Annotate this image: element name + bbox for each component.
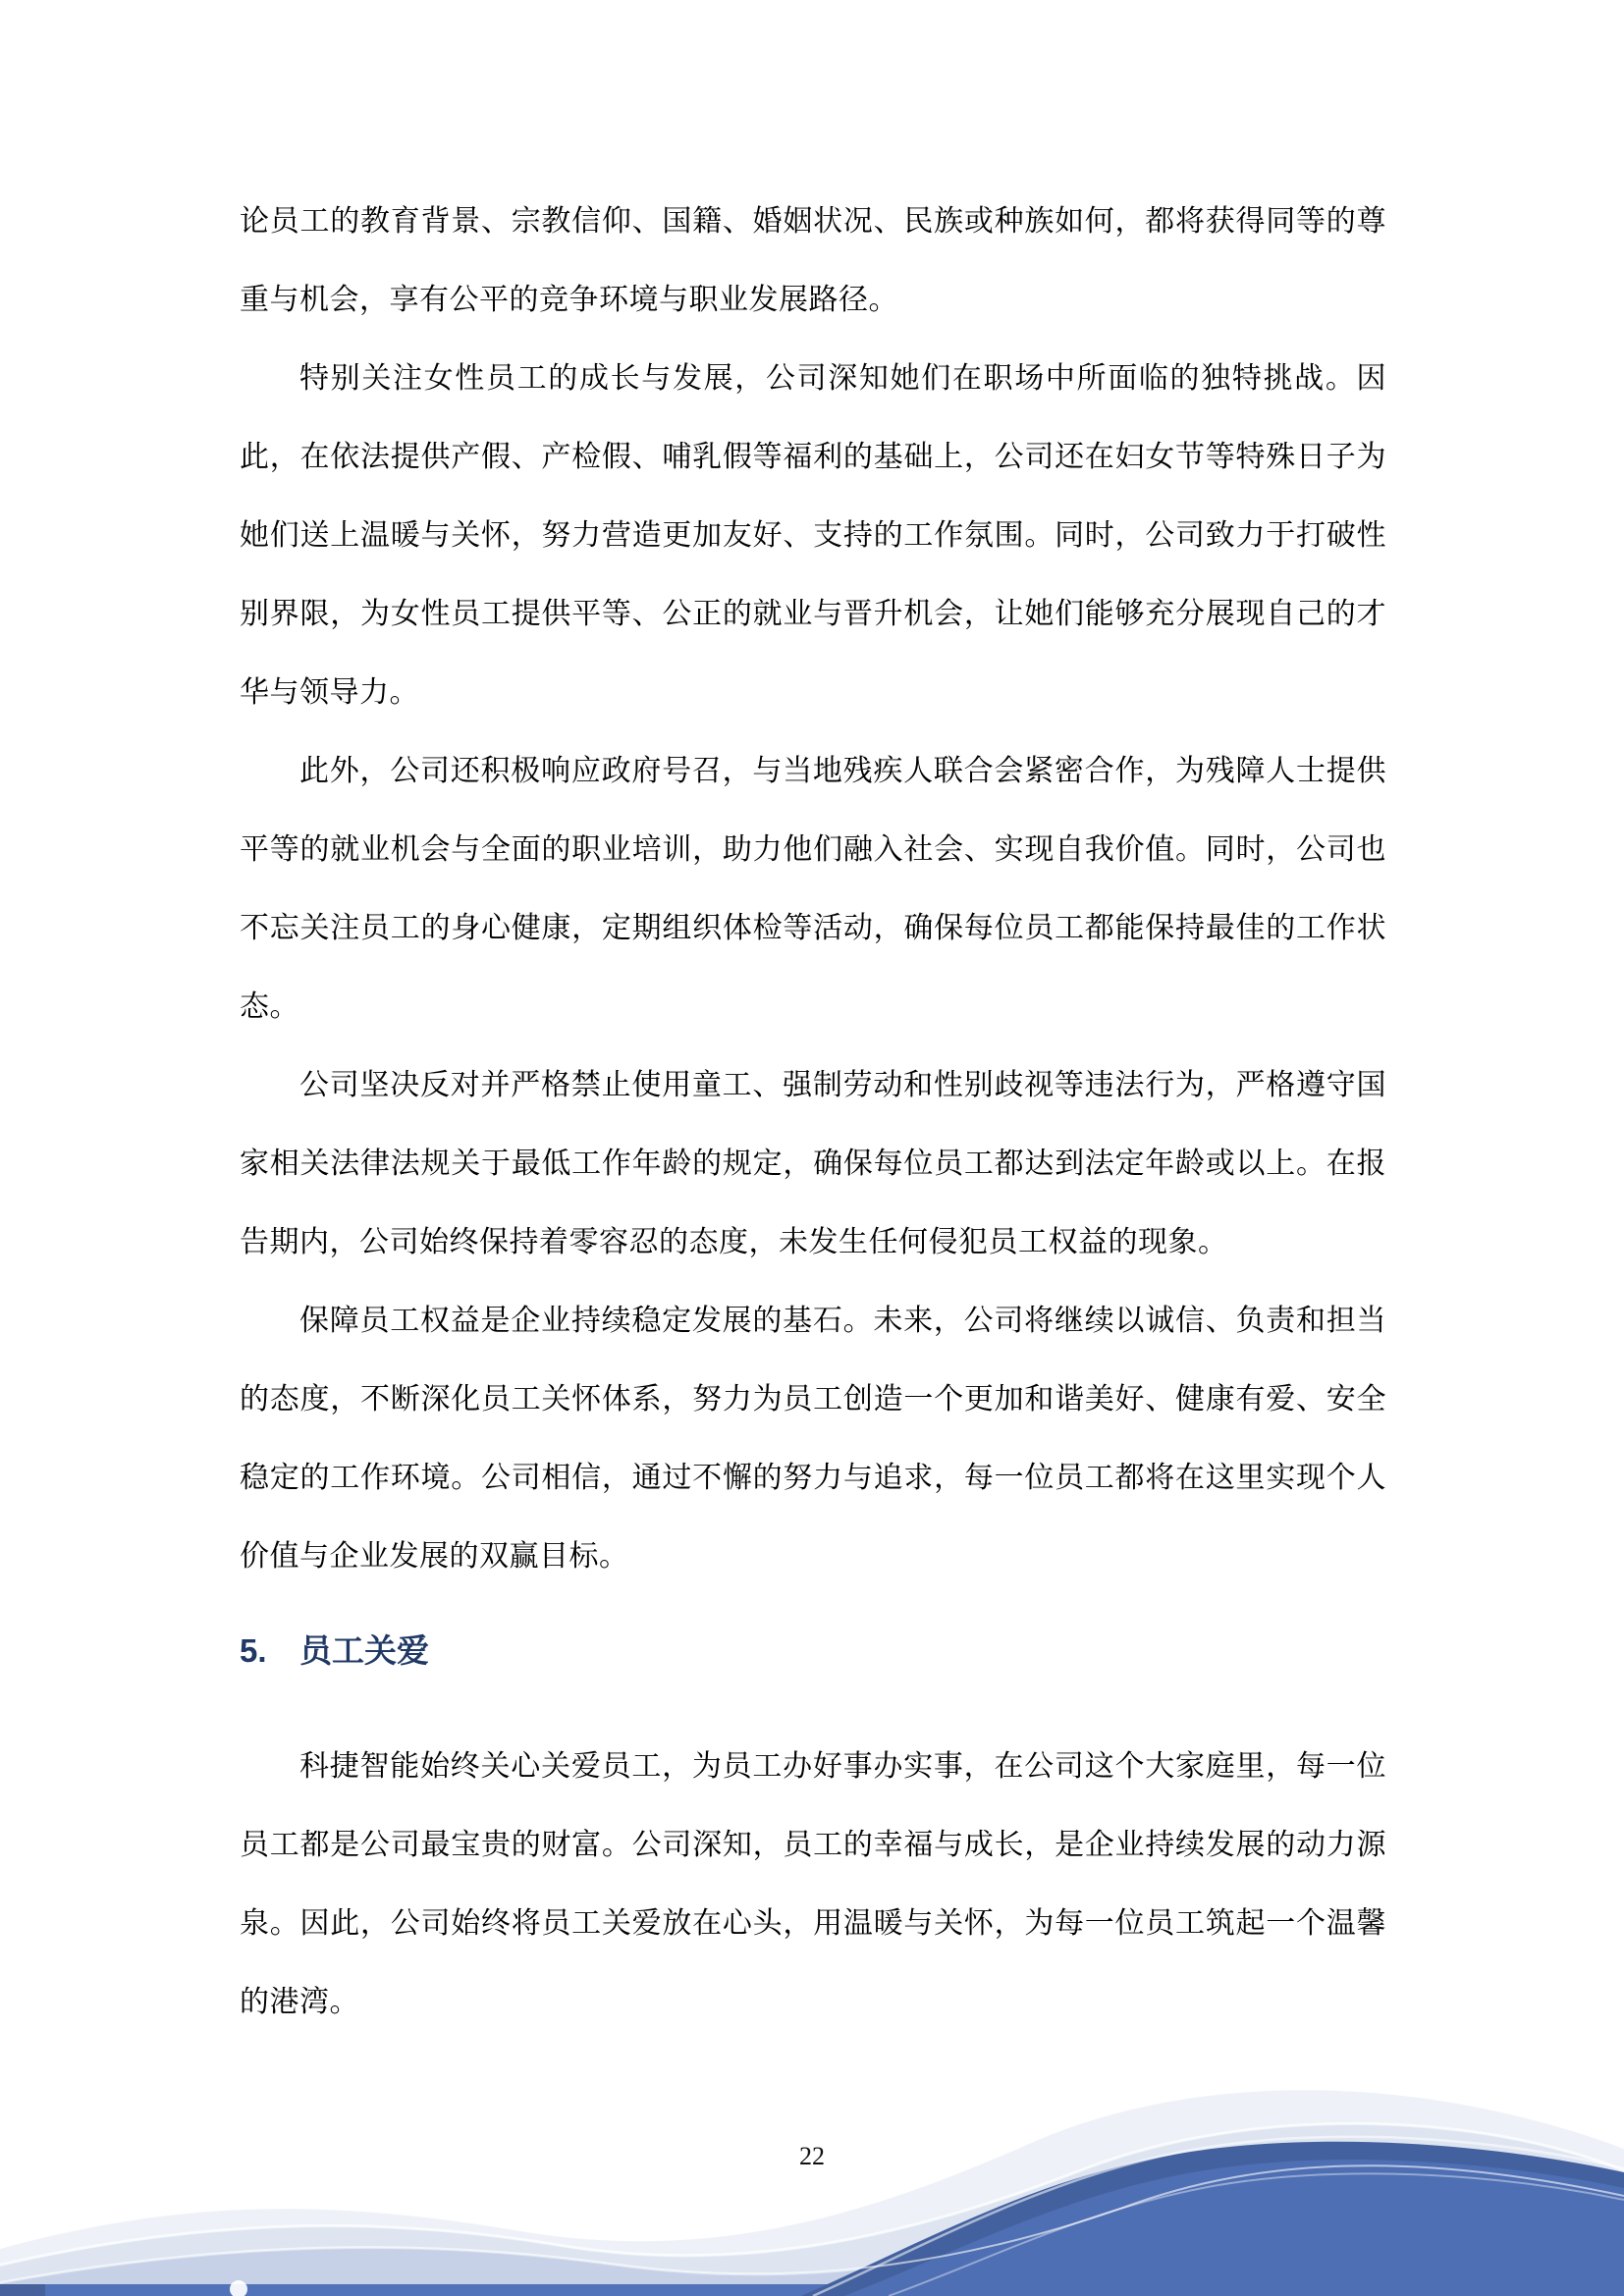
section-heading-label: 员工关爱 — [299, 1632, 429, 1669]
section-heading — [240, 1622, 1386, 1681]
paragraph: 科捷智能始终关心关爱员工，为员工办好事办实事，在公司这个大家庭里，每一位员工都是公司最宝贵的财富。公司深知，员工的幸福与成长，是企业持续发展的动力源泉。因此，公司始终将员工关爱放在心头，用温暖与关怀，为每一位员工筑起一个温馨的港湾。 — [240, 1750, 1386, 2018]
page-content — [240, 183, 1386, 2042]
paragraph: 论员工的教育背景、宗教信仰、国籍、婚姻状况、民族或种族如何，都将获得同等的尊重与机会，享有公平的竞争环境与职业发展路径。 — [240, 205, 1386, 316]
paragraph: 保障员工权益是企业持续稳定发展的基石。未来，公司将继续以诚信、负责和担当的态度，不断深化员工关怀体系，努力为员工创造一个更加和谐美好、健康有爱、安全稳定的工作环境。公司相信，通过不懈的努力与追求，每一位员工都将在这里实现个人价值与企业发展的双赢目标。 — [240, 1305, 1386, 1573]
page-number: 22 — [799, 2142, 825, 2170]
section-heading-number: 5. — [240, 1632, 267, 1669]
paragraph: 此外，公司还积极响应政府号召，与当地残疾人联合会紧密合作，为残障人士提供平等的就业机会与全面的职业培训，助力他们融入社会、实现自我价值。同时，公司也不忘关注员工的身心健康，定期组织体检等活动，确保每位员工都能保持最佳的工作状态。 — [240, 755, 1386, 1023]
footer-wave-decoration — [0, 2090, 1624, 2296]
paragraph: 特别关注女性员工的成长与发展，公司深知她们在职场中所面临的独特挑战。因此，在依法提供产假、产检假、哺乳假等福利的基础上，公司还在妇女节等特殊日子为她们送上温暖与关怀，努力营造更加友好、支持的工作氛围。同时，公司致力于打破性别界限，为女性员工提供平等、公正的就业与晋升机会，让她们能够充分展现自己的才华与领导力。 — [240, 362, 1386, 709]
paragraph: 公司坚决反对并严格禁止使用童工、强制劳动和性别歧视等违法行为，严格遵守国家相关法律法规关于最低工作年龄的规定，确保每位员工都达到法定年龄或以上。在报告期内，公司始终保持着零容忍的态度，未发生任何侵犯员工权益的现象。 — [240, 1069, 1386, 1258]
